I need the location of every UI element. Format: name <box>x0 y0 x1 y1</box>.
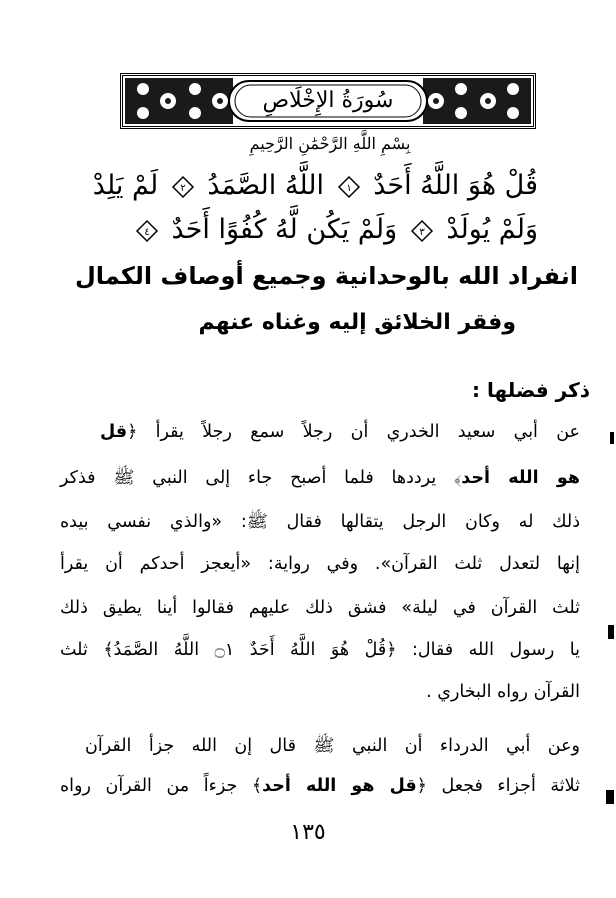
svg-text:٣: ٣ <box>419 226 425 238</box>
ayah-end-icon <box>135 219 159 243</box>
svg-text:٢: ٢ <box>180 182 186 194</box>
body-line-3: ذلك له وكان الرجل يتقالها فقال ﷺ: «والذي نفسي بيده <box>60 512 580 532</box>
body-line-4: إنها لتعدل ثلث القرآن». وفي رواية: «أيعجز أحدكم أن يقرأ <box>60 554 580 574</box>
verse-text: قُلْ هُوَ اللَّهُ أَحَدٌ <box>373 170 538 201</box>
verse-text: لَمْ يَلِدْ <box>92 170 159 201</box>
body-line-1: عن أبي سعيد الخدري أن رجلاً سمع رجلاً يقرأ ﴿قل <box>100 422 580 442</box>
page-number: ١٣٥ <box>290 820 326 845</box>
surah-title: سُورَةُ الإِخْلَاصِ <box>262 88 394 113</box>
scan-mark <box>606 790 614 804</box>
body-line-7: القرآن رواه البخاري . <box>426 682 580 702</box>
body-line-5: ثلث القرآن في ليلة» فشق ذلك عليهم فقالوا أينا يطيق ذلك <box>60 598 580 618</box>
verse-line-2 <box>78 214 538 245</box>
surah-header-banner <box>120 73 536 129</box>
scan-mark <box>610 432 614 444</box>
ayah-end-icon <box>337 175 361 199</box>
basmala: بِسْمِ اللَّهِ الرَّحْمَٰنِ الرَّحِيمِ <box>249 134 411 153</box>
verse-text: وَلَمْ يَكُن لَّهُ كُفُوًا أَحَدٌ <box>171 214 398 245</box>
ayah-end-icon <box>171 175 195 199</box>
theme-heading-line-1: انفراد الله بالوحدانية وجميع أوصاف الكمال <box>74 262 578 290</box>
verse-line-1 <box>78 170 538 201</box>
theme-heading-line-2: وفقر الخلائق إليه وغناه عنهم <box>198 310 516 335</box>
section-title: ذكر فضلها : <box>472 378 590 402</box>
svg-text:٤: ٤ <box>144 226 150 238</box>
verse-text: اللَّهُ الصَّمَدُ <box>207 170 325 201</box>
verse-text: وَلَمْ يُولَدْ <box>446 214 538 245</box>
ayah-end-icon <box>410 219 434 243</box>
body-line-9: ثلاثة أجزاء فجعل ﴿قل هو الله أحد﴾ جزءاً من القرآن رواه <box>60 776 580 796</box>
body-line-2: هو الله أحد﴾ يرددها فلما أصبح جاء إلى النبي ﷺ فذكر <box>60 468 580 488</box>
body-line-6: يا رسول الله فقال: ﴿قُلْ هُوَ اللَّهُ أَحَدٌ ۝١ اللَّهُ الصَّمَدُ﴾ ثلث <box>60 640 581 660</box>
scan-mark <box>608 625 614 639</box>
svg-text:١: ١ <box>345 182 352 194</box>
body-line-8: وعن أبي الدرداء أن النبي ﷺ قال إن الله جزأ القرآن <box>85 736 580 756</box>
